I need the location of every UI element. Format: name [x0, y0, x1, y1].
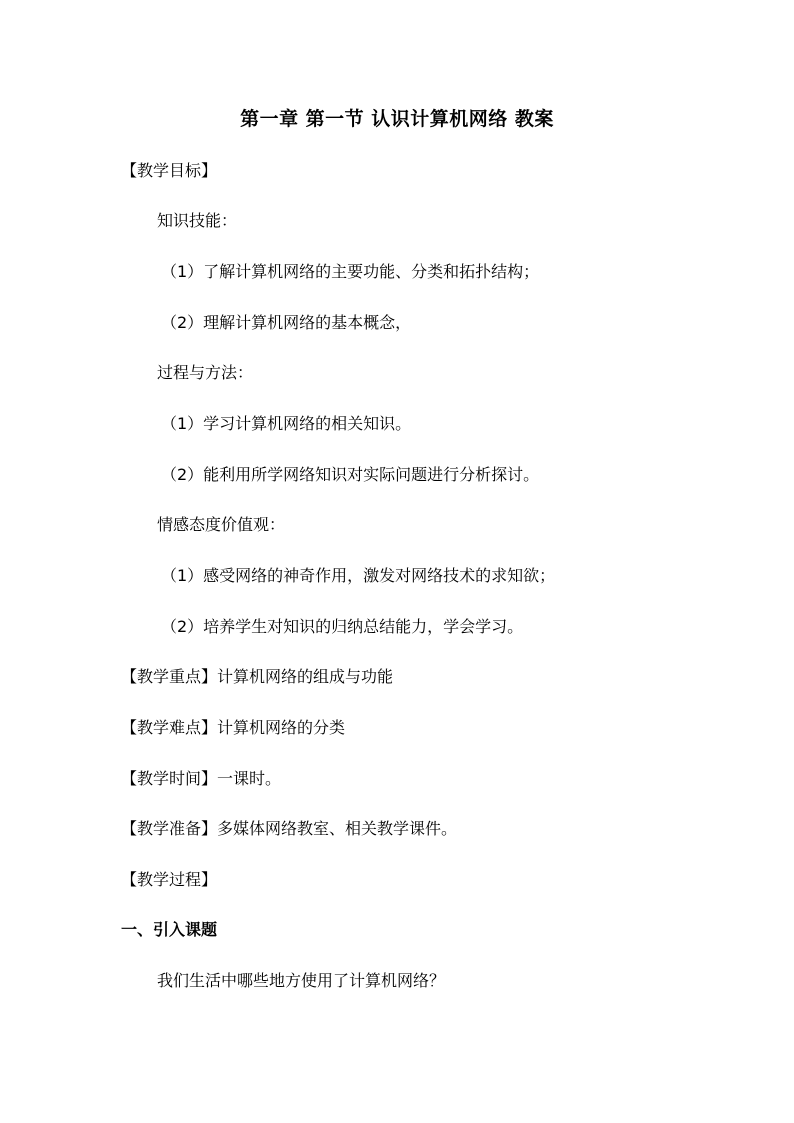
emotion-label: 情感态度价值观： [157, 515, 286, 534]
emotion-item-2: （2）培养学生对知识的归纳总结能力，学会学习。 [161, 617, 524, 636]
difficult-points-text: 计算机网络的分类 [217, 718, 346, 737]
objectives-heading: 【教学目标】 [121, 161, 218, 180]
document-title: 第一章 第一节 认识计算机网络 教案 [240, 108, 554, 130]
emotion-item-1: （1）感受网络的神奇作用，激发对网络技术的求知欲； [161, 566, 556, 585]
preparation-label: 【教学准备】 [121, 819, 218, 838]
process-item-1: （1）学习计算机网络的相关知识。 [161, 414, 412, 433]
preparation-text: 多媒体网络教室、相关教学课件。 [217, 819, 458, 838]
knowledge-skills-label: 知识技能： [157, 211, 238, 230]
key-points-label: 【教学重点】 [121, 667, 218, 686]
teaching-time-row [121, 768, 281, 790]
teaching-time-label: 【教学时间】 [121, 769, 218, 788]
knowledge-item-2: （2）理解计算机网络的基本概念， [161, 313, 412, 332]
difficult-points-row [121, 717, 345, 739]
teaching-time-text: 一课时。 [217, 769, 282, 788]
difficult-points-label: 【教学难点】 [121, 718, 218, 737]
section-one-question: 我们生活中哪些地方使用了计算机网络？ [157, 971, 446, 990]
process-heading: 【教学过程】 [121, 870, 218, 889]
key-points-row [121, 666, 393, 688]
process-item-2: （2）能利用所学网络知识对实际问题进行分析探讨。 [161, 465, 540, 484]
section-one-heading: 一、引入课题 [121, 920, 218, 939]
process-methods-label: 过程与方法： [157, 363, 254, 382]
key-points-text: 计算机网络的组成与功能 [217, 667, 394, 686]
knowledge-item-1: （1）了解计算机网络的主要功能、分类和拓扑结构； [161, 262, 540, 281]
preparation-row [121, 818, 457, 840]
